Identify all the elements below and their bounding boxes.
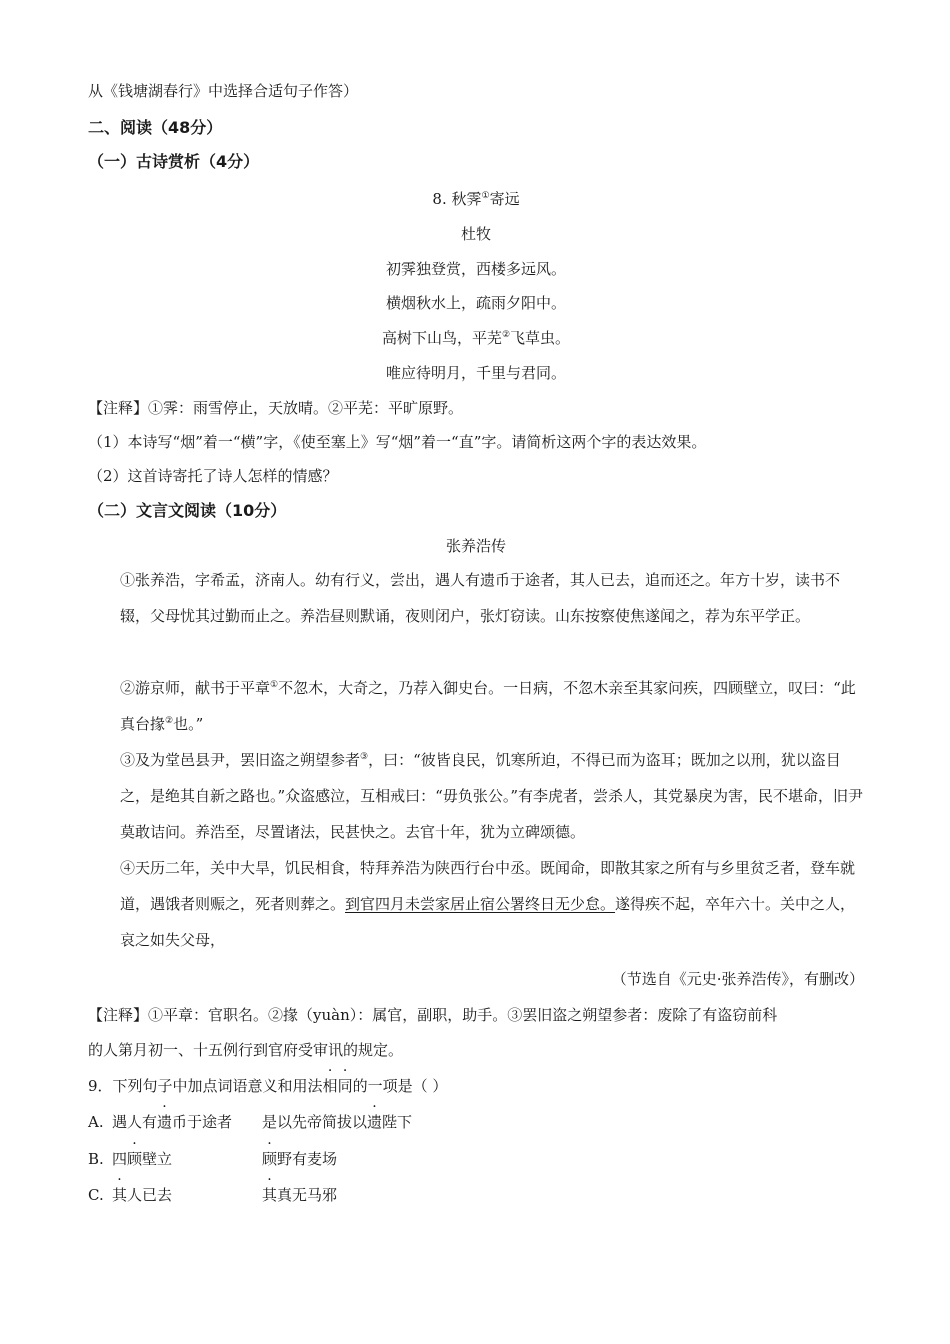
section-2-title: 二、阅读（48分） xyxy=(88,118,223,137)
passage-paragraph-4: ④天历二年，关中大旱，饥民相食，特拜养浩为陕西行台中丞。既闻命，即散其家之所有与乡里贫乏者，登车就道，遇饿者则赈之，死者则葬之。到官四月未尝家居止宿公署终日无少怠。遂得疾不起，卒年六十。关中之人，哀之如失父母， xyxy=(120,859,856,949)
intro-tail: 从《钱塘湖春行》中选择合适句子作答） xyxy=(88,82,359,100)
poem-line-2: 横烟秋水上，疏雨夕阳中。 xyxy=(385,294,566,312)
poem-line-1: 初霁独登赏，西楼多远风。 xyxy=(385,260,566,278)
question-2: （2）这首诗寄托了诗人怎样的情感？ xyxy=(88,467,338,485)
question-1: （1）本诗写“烟”着一“横”字，《使至塞上》写“烟”着一“直”字。请简析这两个字的表达效果。 xyxy=(88,433,707,451)
passage-title: 张养浩传 xyxy=(445,537,506,555)
passage-paragraph-1: ①张养浩，字希孟，济南人。幼有行义，尝出，遇人有遗币于途者，其人已去，追而还之。年方十岁，读书不辍，父母忧其过勤而止之。养浩昼则默诵，夜则闭户，张灯窃读。山东按察使焦遂闻之，荐为东平学正。 xyxy=(120,571,841,625)
passage-source: （节选自《元史·张养浩传》，有删改） xyxy=(611,970,864,988)
poem-line-3: 高树下山鸟，平芜②飞草虫。 xyxy=(381,329,571,347)
poem-author: 杜牧 xyxy=(460,225,491,243)
passage-paragraph-3: ③及为堂邑县尹，罢旧盗之朔望参者③，曰：“彼皆良民，饥寒所迫，不得已而为盗耳；既加之以刑，犹以盗目之，是绝其自新之路也。”众盗感泣，互相戒曰：“毋负张公。”有李虎者，尝杀人，其党暴戾为害，民不堪命，旧尹莫敢诘问。养浩至，尽置诸法，民甚快之。去官十年，犹为立碑颂德。 xyxy=(120,751,864,841)
passage-annotation-line-1: 【注释】①平章：官职名。②掾（yuàn）：属官，副职，助手。③罢旧盗之朔望参者：废除了有盗窃前科 xyxy=(88,1006,778,1024)
poem-line-4: 唯应待明月，千里与君同。 xyxy=(385,364,566,382)
passage-paragraph-2: ②游京师，献书于平章①不忽木，大奇之，乃荐入御史台。一日病，不忽木亲至其家问疾，四顾壁立，叹曰：“此真台掾②也。” xyxy=(120,679,856,733)
underlined-sentence: 到官四月未尝家居止宿公署终日无少怠。 xyxy=(345,895,616,913)
option-a: A. 遇人有遗币于途者 是以先帝简拔以遗陛下 xyxy=(88,1113,413,1131)
poem-annotation: 【注释】①霁：雨雪停止，天放晴。②平芜：平旷原野。 xyxy=(88,399,464,417)
passage-annotation-line-2: 的人第月初一、十五例行到官府受审讯的规定。 xyxy=(88,1041,404,1059)
sub-1-title: （一）古诗赏析（4分） xyxy=(88,152,260,171)
sub-2-title: （二）文言文阅读（10分） xyxy=(88,501,287,520)
option-c: C. 其人已去 其真无马邪 xyxy=(88,1186,338,1204)
question-9-stem: 9．下列句子中加点词语意义和用法相同的一项是（ ） xyxy=(88,1077,448,1095)
poem-title: 8. 秋霁①寄远 xyxy=(432,190,520,208)
option-b: B. 四顾壁立 顾野有麦场 xyxy=(88,1150,338,1168)
